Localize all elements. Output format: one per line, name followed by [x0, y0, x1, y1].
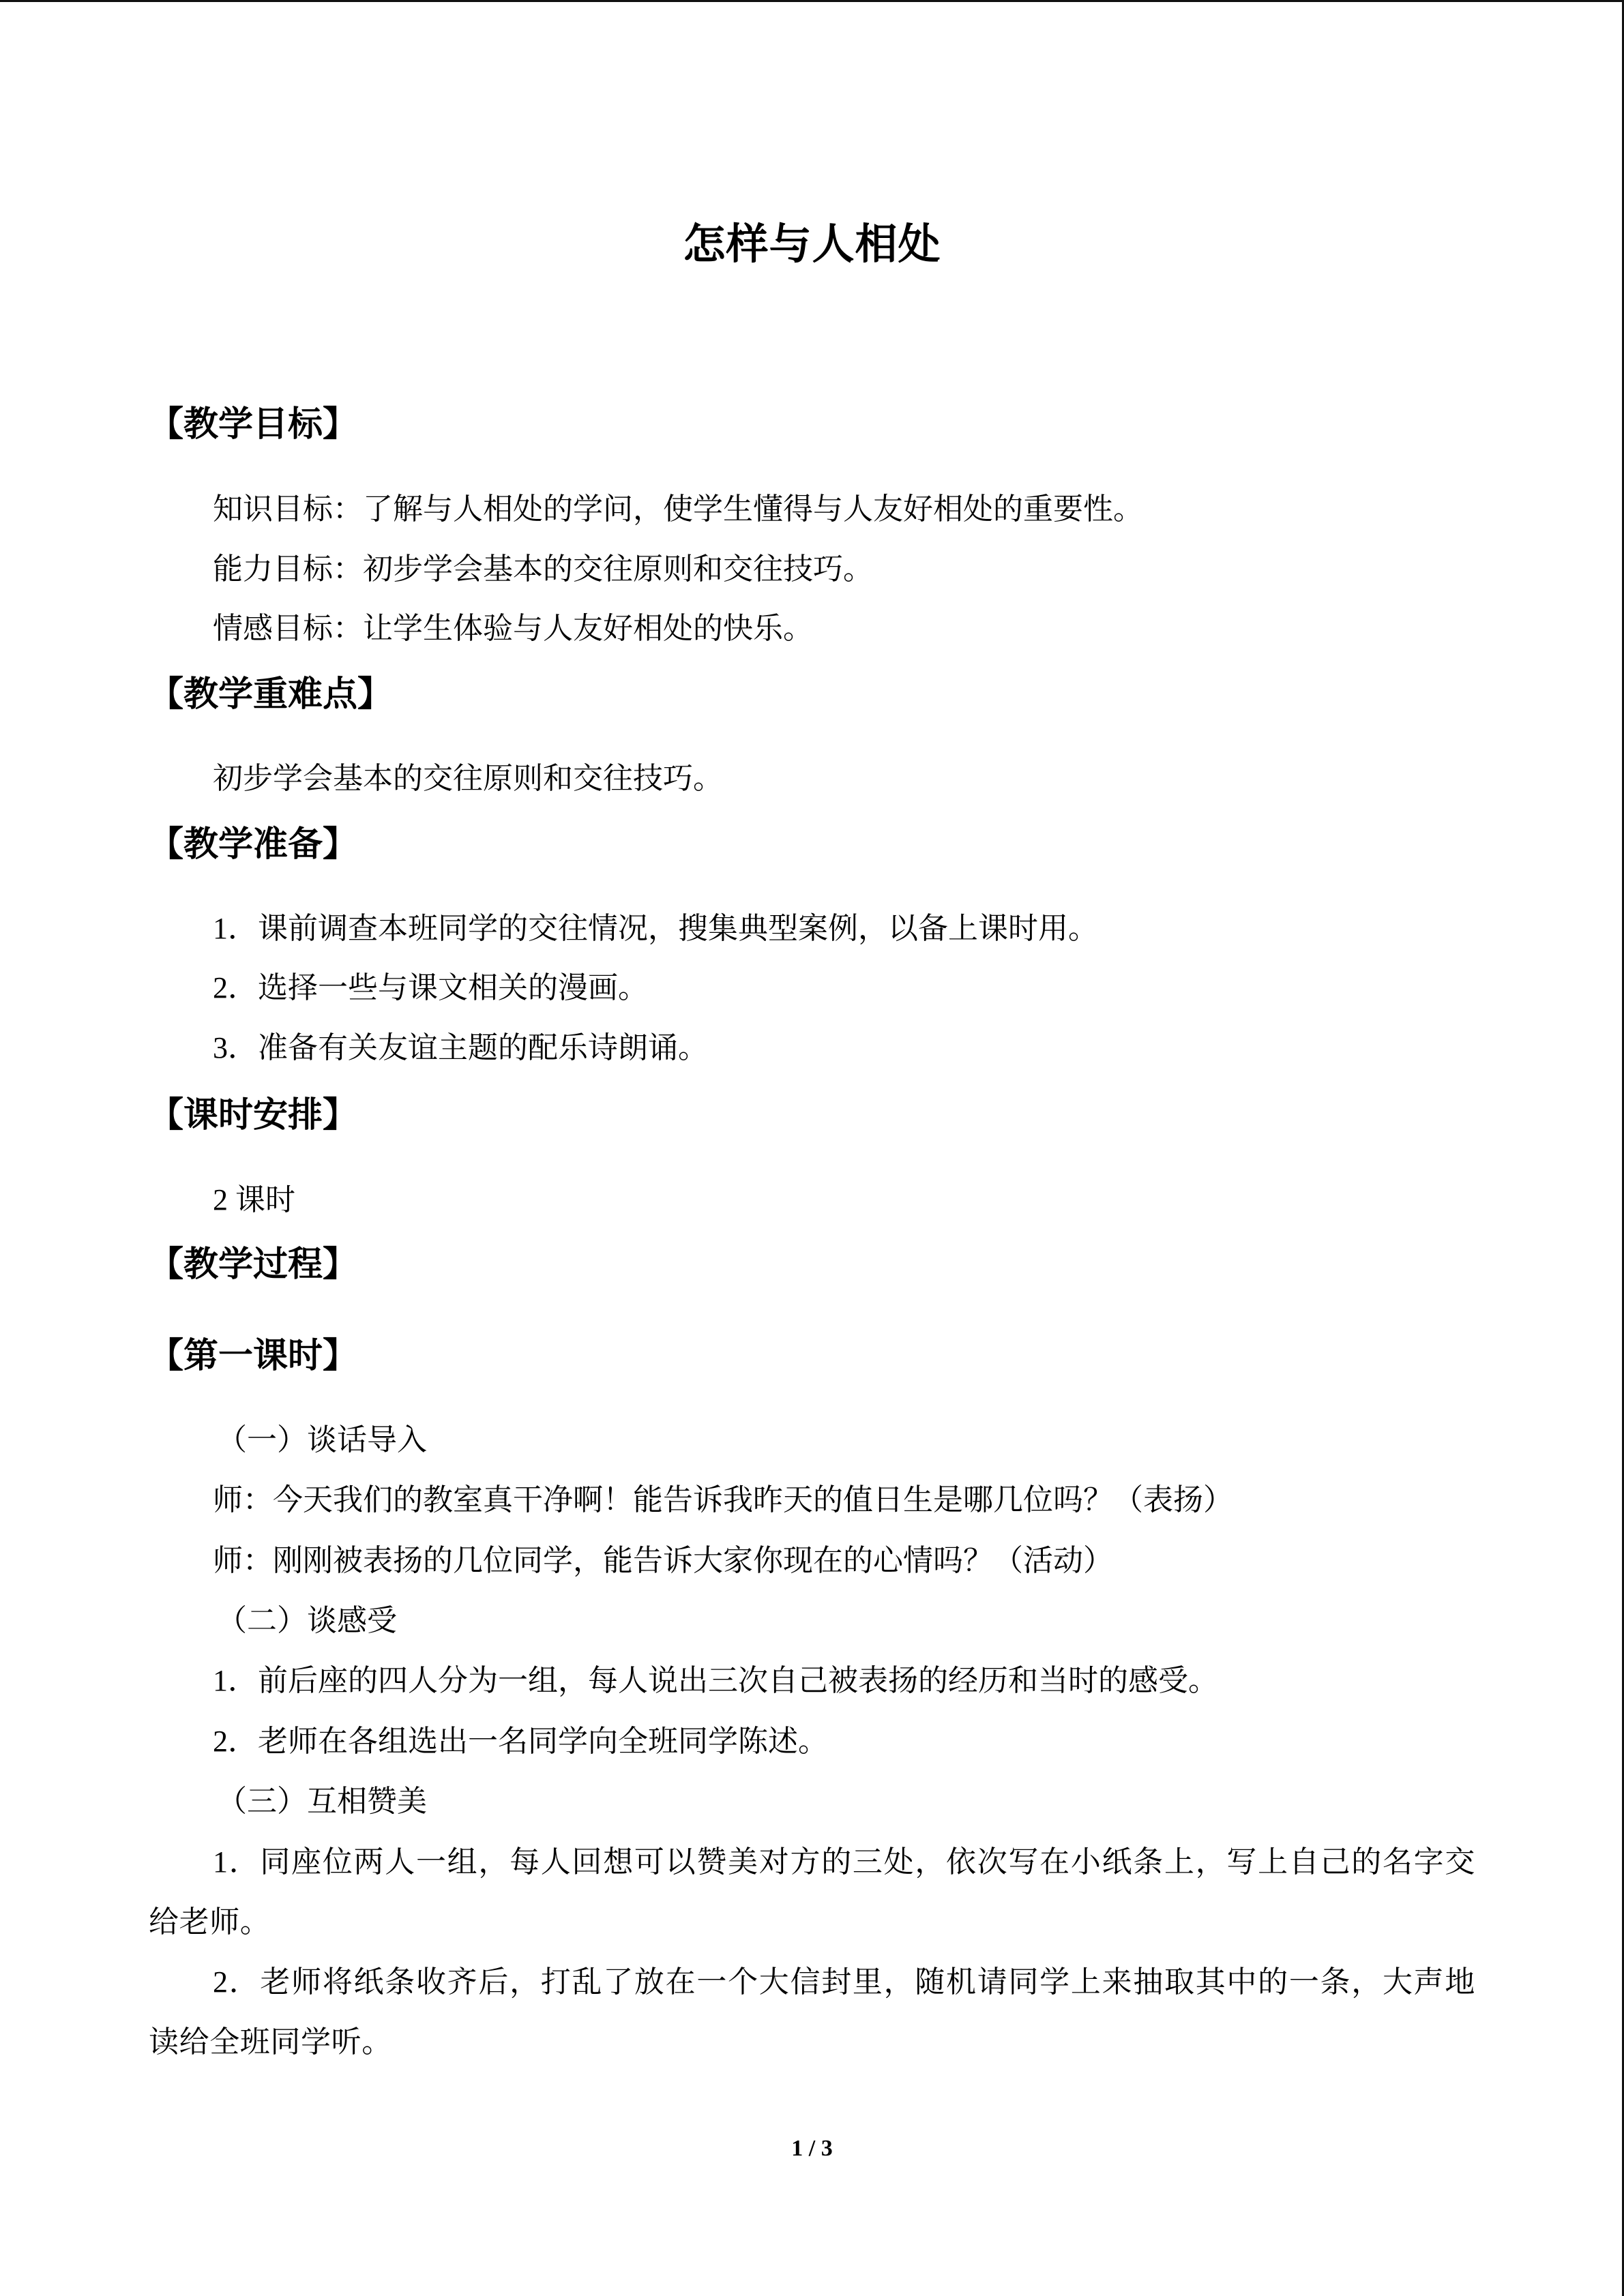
key-point-item: 初步学会基本的交往原则和交往技巧。	[213, 762, 723, 795]
part1-line-1: 师：今天我们的教室真干净啊！能告诉我昨天的值日生是哪几位吗？（表扬）	[213, 1483, 1233, 1517]
page-number: 1 / 3	[791, 2136, 833, 2161]
part2-title: （二）谈感受	[217, 1604, 397, 1637]
heading-key-points: 【教学重难点】	[149, 676, 393, 714]
part1-title: （一）谈话导入	[217, 1423, 427, 1457]
part2-line-2: 2．老师在各组选出一名同学向全班同学陈述。	[213, 1725, 828, 1758]
heading-process: 【教学过程】	[149, 1246, 358, 1284]
part3-paragraph-2: 2．老师将纸条收齐后，打乱了放在一个大信封里，随机请同学上来抽取其中的一条，大声地读给全班同学听。	[149, 1965, 1475, 2059]
objective-emotion: 情感目标：让学生体验与人友好相处的快乐。	[213, 612, 813, 645]
heading-preparation: 【教学准备】	[149, 826, 358, 864]
part3-title: （三）互相赞美	[217, 1785, 427, 1818]
document-title: 怎样与人相处	[683, 222, 941, 268]
part3-paragraph-1: 1．同座位两人一组，每人回想可以赞美对方的三处，依次写在小纸条上，写上自己的名字交给老师。	[149, 1845, 1475, 1939]
preparation-item-2: 2．选择一些与课文相关的漫画。	[213, 971, 648, 1004]
objective-knowledge: 知识目标：了解与人相处的学问，使学生懂得与人友好相处的重要性。	[213, 492, 1143, 526]
preparation-item-3: 3．准备有关友谊主题的配乐诗朗诵。	[213, 1031, 708, 1064]
part2-line-1: 1．前后座的四人分为一组，每人说出三次自己被表扬的经历和当时的感受。	[213, 1664, 1218, 1697]
heading-schedule: 【课时安排】	[149, 1097, 358, 1135]
part1-line-2: 师：刚刚被表扬的几位同学，能告诉大家你现在的心情吗？（活动）	[213, 1544, 1113, 1577]
heading-objectives: 【教学目标】	[149, 406, 358, 444]
objective-ability: 能力目标：初步学会基本的交往原则和交往技巧。	[213, 552, 873, 586]
heading-lesson-one: 【第一课时】	[149, 1337, 358, 1375]
preparation-item-1: 1．课前调查本班同学的交往情况，搜集典型案例，以备上课时用。	[213, 912, 1098, 945]
schedule-item: 2 课时	[213, 1183, 295, 1217]
